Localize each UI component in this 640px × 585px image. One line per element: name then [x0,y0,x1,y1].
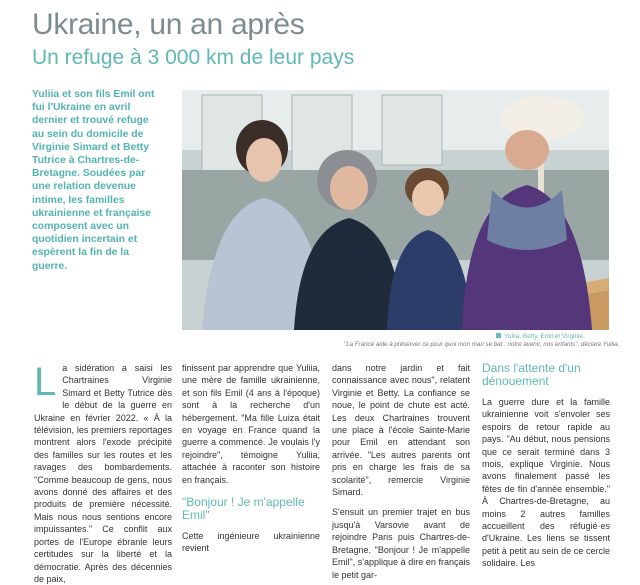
intro-paragraph: Yuliia et son fils Emil ont fui l'Ukraine en avril dernier et trouvé refuge au sein du domicile de Virginie Simard et Betty Tutrice à Chartres-de-Bretagne. Soudées par une relation devenue intime, les familles ukrainienne et française composent avec un quotidien incertain et espèrent la fin de la guerre. [32,89,155,272]
photo-caption-names [496,333,585,340]
column-2-text-continued: Cette ingénieure ukrainienne revient [182,531,320,554]
column-3-text-continued: S'ensuit un premier trajet en bus jusqu'à Varsovie avant de rejoindre Paris puis Chartres-de-Bretagne. "Bonjour ! Je m'appelle Emil", s'applique à dire en français le petit gar- [332,507,470,580]
article-title: Ukraine, un an après [32,8,305,41]
article-column-3 [332,362,470,581]
column-2-text: finissent par apprendre que Yuliia, une mère de famille ukrainienne, et son fils Emil (4 ans à l'époque) sont à la recherche d'un hébergement. "Ma fille Luiza était en voyage en France quand la guerre a commencé. Je voulais l'y rejoindre", témoigne Yuliia, attachée à raconter son histoire en français. [182,363,320,485]
column-3-text: dans notre jardin et fait connaissance avec nous", relatent Virginie et Betty. La confiance se noue, le point de chute est acté. Les deux Chartraines trouvent une place à l'école Sainte-Marie pour Emil en attendant son arrivée. "Les autres parents ont pris en charge les frais de sa scolarité", remercie Virginie Simard. [332,363,470,498]
caption-square-icon [496,333,501,338]
photo-illustration [182,90,609,330]
article-photo [182,90,609,330]
caption-names-text: Yuliia, Betty, Emil et Virginie. [504,333,585,340]
dropcap: L [34,360,57,404]
article-subtitle: Un refuge à 3 000 km de leur pays [32,46,355,69]
article-column-2 [182,362,320,555]
photo-caption-quote: "La France aide à préserver ce pour quoi mon mari se bat : notre avenir, nos enfants", déclare Yuliia. [344,341,620,348]
column-4-text: La guerre dure et la famille ukrainienne voit s'envoler ses espoirs de retour rapide au pays. "Au début, nous pensions que ce serait terminé dans 3 mois, explique Virginie. Nous avons finalement passé les fêtes de fin d'année ensemble." À Chartres-de-Bretagne, au moins 2 autres familles accueillent des réfugié·es d'Ukraine. Les liens se tissent petit à petit au sein de ce cercle solidaire. Les [482,397,610,569]
article-column-4 [482,362,610,570]
column-1-text: a sidération a saisi les Chartraines Virginie Simard et Betty Tutrice dès le début de la guerre en Ukraine en février 2022. « À la télévision, les premiers reportages montrent alors l'exode précipité des familles sur les routes et les ravages des bombardements. "Comme beaucoup de gens, nous avons donné des affaires et des produits de première nécessité. Mais nous nous sentions encore impuissantes." Ce conflit aux portes de l'Europe ébranle leurs certitudes sur la liberté et la démocratie. Après des décennies de paix, [34,363,172,584]
subheading-attente: Dans l'attente d'un dénouement [482,361,581,388]
subheading-bonjour: "Bonjour ! Je m'appelle Emil" [182,495,305,523]
article-column-1 [34,362,172,585]
